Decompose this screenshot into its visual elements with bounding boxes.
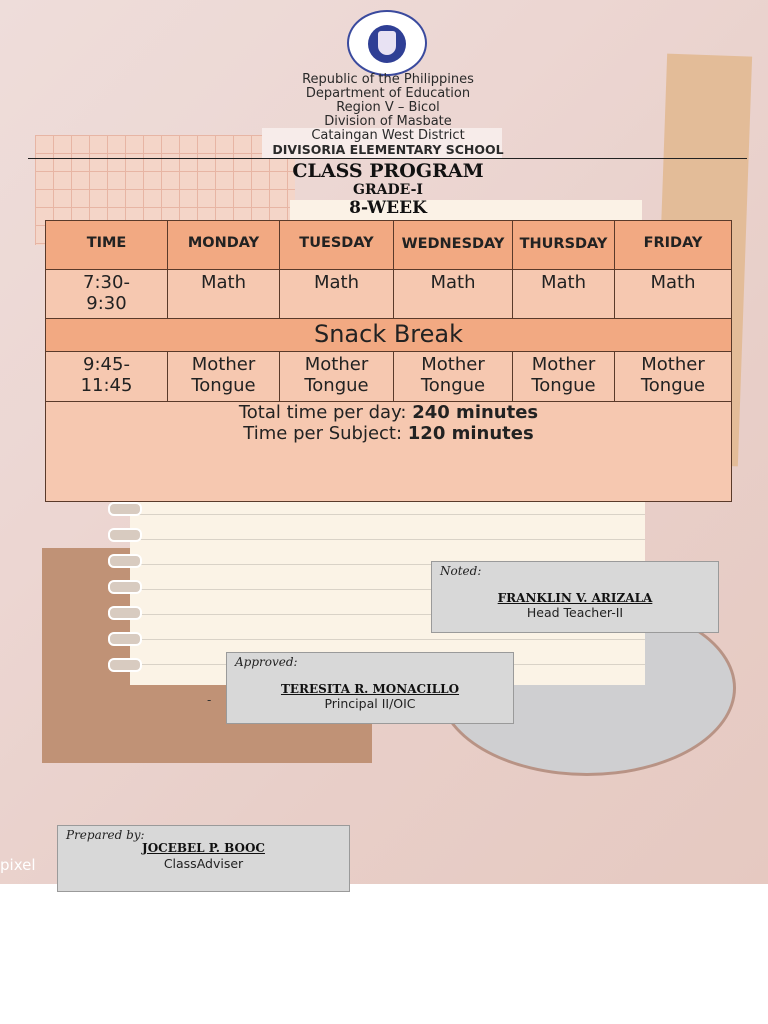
prepared-name: JOCEBEL P. BOOC [142, 841, 265, 855]
time-cell: 9:45-11:45 [46, 352, 168, 402]
header-district: Cataingan West District [311, 128, 465, 143]
subject-time-line [46, 423, 731, 444]
spiral-ring [108, 606, 142, 620]
subject-cell: Math [394, 270, 513, 319]
deped-seal-icon [347, 10, 427, 76]
subject-time-value: 120 minutes [407, 423, 534, 444]
header-cell-friday: FRIDAY [615, 221, 732, 270]
subject-cell: Mother Tongue [168, 352, 280, 402]
header-cell-tuesday: TUESDAY [280, 221, 394, 270]
summary-row [46, 402, 732, 502]
header-school: DIVISORIA ELEMENTARY SCHOOL [272, 142, 504, 157]
subject-cell: Math [168, 270, 280, 319]
table-row [46, 352, 732, 402]
header-region: Region V – Bicol [336, 100, 440, 115]
stray-mark: - [207, 693, 212, 707]
summary-cell [46, 402, 732, 502]
subject-time-label: Time per Subject: [243, 423, 403, 444]
week-title: 8-WEEK [349, 198, 427, 218]
spiral-ring [108, 502, 142, 516]
header-cell-monday: MONDAY [168, 221, 280, 270]
approved-name: TERESITA R. MONACILLO [280, 682, 460, 696]
page-title: CLASS PROGRAM [292, 160, 484, 182]
total-time-label: Total time per day: [238, 402, 407, 423]
subject-cell: Math [280, 270, 394, 319]
total-time-line [46, 402, 731, 423]
approved-signature-box [226, 652, 514, 724]
header-division: Division of Masbate [324, 114, 452, 129]
spiral-ring [108, 632, 142, 646]
subject-cell: Math [615, 270, 732, 319]
noted-name: FRANKLIN V. ARIZALA [497, 591, 653, 605]
spiral-ring [108, 528, 142, 542]
prepared-signature-box [57, 825, 350, 892]
noted-signature-box [431, 561, 719, 633]
header-divider [28, 158, 747, 159]
subject-cell: Mother Tongue [280, 352, 394, 402]
subject-cell: Mother Tongue [615, 352, 732, 402]
spiral-ring [108, 658, 142, 672]
subject-cell: Mother Tongue [394, 352, 513, 402]
prepared-label: Prepared by: [66, 828, 145, 842]
subject-cell: Math [513, 270, 615, 319]
header-cell-thursday: THURSDAY [513, 221, 615, 270]
header-cell-time: TIME [46, 221, 168, 270]
watermark: pixel [0, 856, 36, 874]
spiral-ring [108, 580, 142, 594]
approved-label: Approved: [235, 655, 298, 669]
table-row [46, 270, 732, 319]
break-row [46, 319, 732, 352]
approved-position: Principal II/OIC [324, 696, 416, 711]
header-country: Republic of the Philippines [302, 72, 474, 87]
header-cell-wednesday: WEDNESDAY [394, 221, 513, 270]
schedule-table [45, 220, 732, 502]
snack-break-label: Snack Break [46, 319, 732, 352]
noted-position: Head Teacher-II [526, 605, 624, 620]
header-department: Department of Education [305, 86, 471, 101]
total-time-value: 240 minutes [412, 402, 539, 423]
subject-cell: Mother Tongue [513, 352, 615, 402]
grade-title: GRADE-I [353, 182, 423, 198]
table-header-row [46, 221, 732, 270]
time-cell: 7:30-9:30 [46, 270, 168, 319]
noted-label: Noted: [440, 564, 482, 578]
spiral-ring [108, 554, 142, 568]
prepared-position: ClassAdviser [163, 856, 244, 871]
